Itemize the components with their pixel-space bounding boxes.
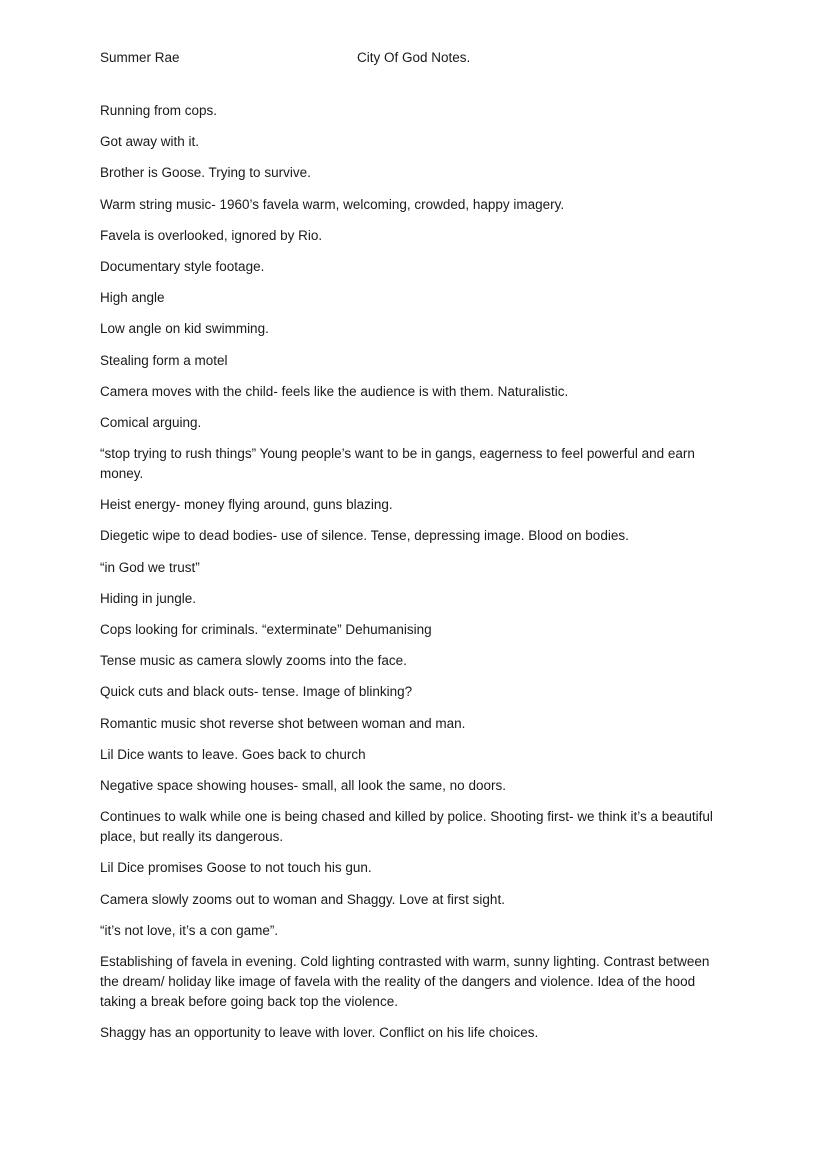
note-paragraph: Heist energy- money flying around, guns blazing.: [100, 497, 393, 513]
note-paragraph: Running from cops.: [100, 103, 218, 118]
note-paragraph: Cops looking for criminals. “exterminate” Dehumanising: [100, 622, 432, 637]
note-paragraph: Hiding in jungle.: [100, 590, 197, 606]
note-paragraph: Camera slowly zooms out to woman and Shaggy. Love at first sight.: [100, 891, 505, 907]
note-paragraph: Diegetic wipe to dead bodies- use of silence. Tense, depressing image. Blood on bodies.: [100, 528, 629, 544]
note-paragraph: Brother is Goose. Trying to survive.: [100, 165, 311, 181]
note-paragraph: Quick cuts and black outs- tense. Image of blinking?: [100, 684, 413, 700]
note-paragraph: Low angle on kid swimming.: [100, 321, 269, 337]
note-paragraph: “it’s not love, it’s a con game”.: [100, 922, 279, 938]
note-paragraph: Got away with it.: [100, 134, 200, 150]
note-paragraph: Warm string music- 1960’s favela warm, welcoming, crowded, happy imagery.: [100, 196, 565, 212]
note-paragraph: Stealing form a motel: [100, 352, 228, 368]
note-paragraph: Romantic music shot reverse shot between woman and man.: [100, 715, 466, 731]
note-paragraph: Shaggy has an opportunity to leave with lover. Conflict on his life choices.: [100, 1025, 539, 1041]
note-paragraph: “stop trying to rush things” Young people’s want to be in gangs, eagerness to feel powerful and earn money.: [100, 446, 695, 482]
notes-list: [100, 101, 730, 1054]
note-paragraph: Comical arguing.: [100, 414, 202, 430]
note-paragraph: Lil Dice promises Goose to not touch his gun.: [100, 860, 372, 876]
note-paragraph: Establishing of favela in evening. Cold lighting contrasted with warm, sunny lighting. Contrast between the dream/ holiday like image of favela with the reality of the dangers and violence. Idea of the hood taking a break before going back top the violence.: [100, 953, 710, 1009]
note-paragraph: Negative space showing houses- small, all look the same, no doors.: [100, 777, 506, 793]
note-paragraph: Lil Dice wants to leave. Goes back to church: [100, 746, 366, 762]
note-paragraph: Camera moves with the child- feels like the audience is with them. Naturalistic.: [100, 383, 569, 399]
note-paragraph: High angle: [100, 290, 165, 306]
note-paragraph: Favela is overlooked, ignored by Rio.: [100, 227, 323, 243]
document-title: City Of God Notes.: [357, 50, 471, 65]
author-name: Summer Rae: [100, 50, 180, 65]
note-paragraph: Continues to walk while one is being chased and killed by police. Shooting first- we think it’s a beautiful place, but really its dangerous.: [100, 809, 713, 845]
note-paragraph: “in God we trust”: [100, 559, 200, 575]
note-paragraph: Tense music as camera slowly zooms into the face.: [100, 653, 407, 669]
note-paragraph: Documentary style footage.: [100, 258, 265, 274]
page-header: [100, 50, 728, 70]
